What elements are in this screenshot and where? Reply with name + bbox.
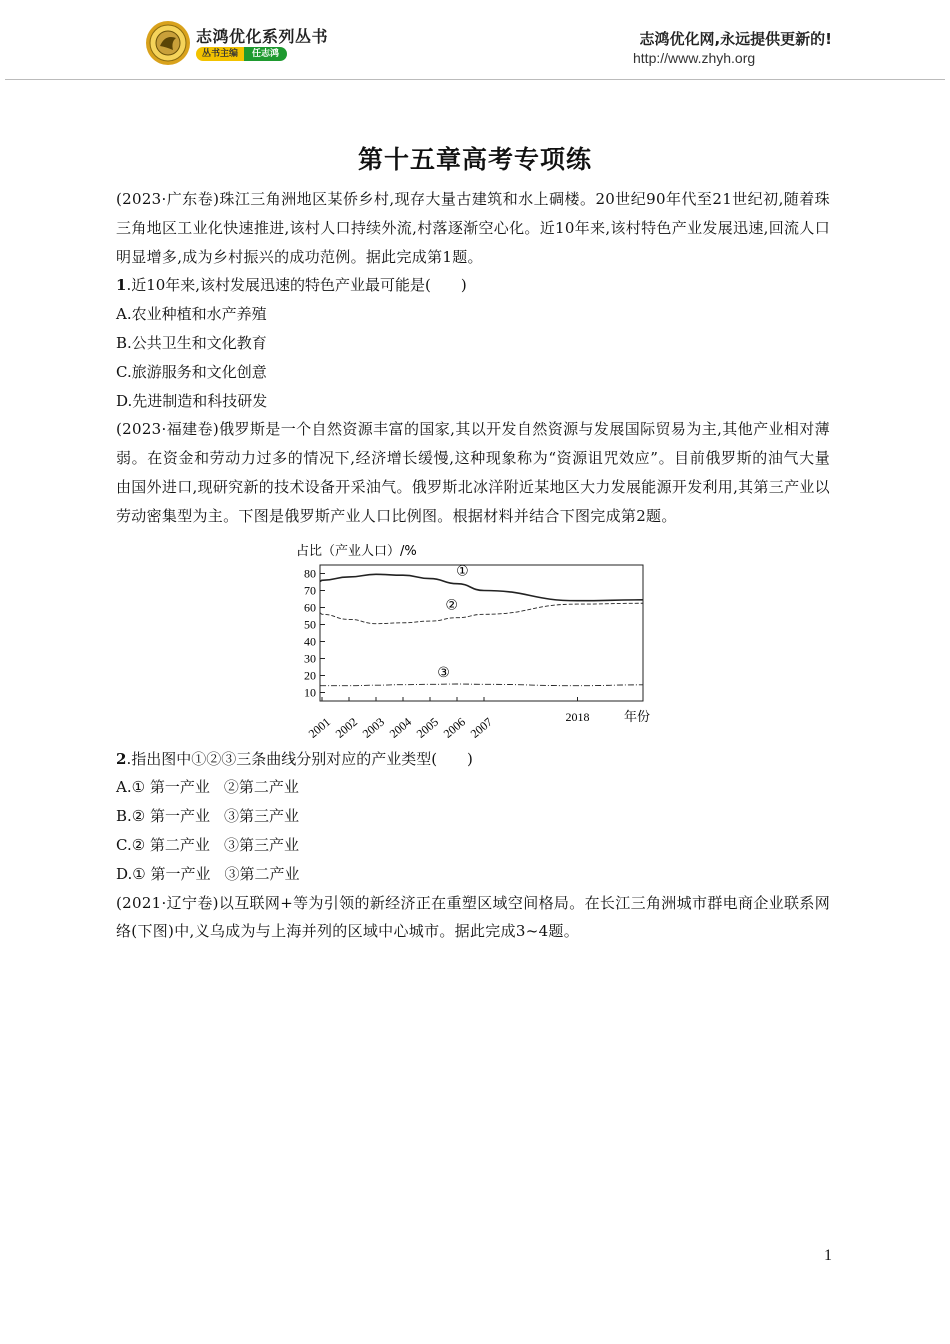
question-number: 1 [116, 276, 127, 295]
y-tick-label: 50 [304, 617, 316, 632]
y-tick-label: 30 [304, 651, 316, 666]
y-tick-label: 40 [304, 634, 316, 649]
passage-3: (2021·辽宁卷)以互联网+等为引领的新经济正在重塑区域空间格局。在长江三角洲城市群电商企业联系网络(下图)中,义乌成为与上海并列的区域中心城市。据此完成3~4题。 [116, 893, 830, 941]
y-tick-label: 60 [304, 600, 316, 615]
series-line [320, 684, 643, 686]
y-tick-label: 70 [304, 583, 316, 598]
x-axis-label: 年份 [624, 709, 651, 725]
y-tick-label: 20 [304, 668, 316, 683]
option-part: B.② 第一产业 [116, 807, 211, 826]
x-tick-label: 2007 [467, 714, 496, 741]
option-part: C.② 第二产业 [116, 835, 210, 854]
editor-badge-label: 丛书主编 [196, 47, 244, 61]
y-axis-ticks [304, 566, 325, 699]
series-label: ② [445, 597, 458, 614]
x-tick-label: 2003 [359, 714, 388, 741]
y-tick-label: 10 [304, 685, 316, 700]
emblem-icon [145, 20, 191, 66]
question-stem: .近10年来,该村发展迅速的特色产业最可能是( ) [126, 276, 467, 295]
question-number: 2 [116, 749, 127, 768]
option-a: A.农业种植和水产养殖 [116, 305, 267, 324]
page-header [0, 0, 950, 80]
series-line [320, 574, 643, 600]
y-tick-label: 80 [304, 566, 316, 581]
option-d: D.先进制造和科技研发 [116, 391, 268, 410]
series-lines [320, 563, 643, 685]
series-label: ③ [437, 664, 450, 681]
page-number: 1 [824, 1247, 832, 1264]
option-d [116, 860, 830, 889]
site-slogan: 志鸿优化网,永远提供更新的! [639, 30, 832, 48]
option-part: ②第二产业 [223, 778, 299, 797]
passage-1: (2023·广东卷)珠江三角洲地区某侨乡村,现存大量古建筑和水上碉楼。20世纪90年代至21世纪初,随着珠三角地区工业化快速推进,该村人口持续外流,村落逐渐空心化。近10年来,该村特色产业发展迅速,回流人口明显增多,成为乡村振兴的成功范例。据此完成第1题。 [116, 190, 830, 266]
header-divider [5, 79, 945, 80]
option-b [116, 802, 830, 831]
x-tick-label: 2005 [413, 714, 442, 741]
x-tick-label: 2004 [386, 714, 415, 741]
x-axis-ticks [306, 697, 590, 741]
page-title: 第十五章高考专项练 [357, 145, 592, 174]
document-body [116, 185, 830, 946]
editor-badge [196, 47, 287, 61]
option-part: ③第三产业 [223, 835, 299, 854]
option-a [116, 773, 830, 802]
option-part: A.① 第一产业 [116, 778, 210, 797]
option-part: ③第二产业 [224, 864, 300, 883]
y-axis-label: 占比（产业人口）/% [296, 543, 417, 559]
industry-population-chart [116, 537, 830, 745]
line-chart [286, 537, 656, 745]
option-b: B.公共卫生和文化教育 [116, 333, 267, 352]
x-tick-label: 2002 [332, 714, 361, 741]
option-c: C.旅游服务和文化创意 [116, 362, 267, 381]
option-part: ③第三产业 [224, 807, 300, 826]
question-stem: .指出图中①②③三条曲线分别对应的产业类型( ) [126, 749, 473, 768]
series-line [320, 603, 643, 623]
editor-badge-name: 任志鸿 [244, 47, 287, 61]
site-url-link[interactable]: http://www.zhyh.org [633, 50, 756, 66]
question-2 [116, 745, 830, 774]
option-part: D.① 第一产业 [116, 864, 211, 883]
x-tick-label: 2018 [565, 709, 590, 724]
x-tick-label: 2006 [440, 714, 469, 741]
plot-frame [320, 565, 643, 701]
option-c [116, 831, 830, 860]
series-label: ① [456, 563, 469, 580]
question-1 [116, 271, 830, 300]
brand-title: 志鸿优化系列丛书 [196, 27, 329, 46]
x-tick-label: 2001 [305, 714, 334, 741]
passage-2: (2023·福建卷)俄罗斯是一个自然资源丰富的国家,其以开发自然资源与发展国际贸易为主,其他产业相对薄弱。在资金和劳动力过多的情况下,经济增长缓慢,这种现象称为“资源诅咒效应”。目前俄罗斯的油气大量由国外进口,现研究新的技术设备开采油气。俄罗斯北冰洋附近某地区大力发展能源开发利用,其第三产业以劳动密集型为主。下图是俄罗斯产业人口比例图。根据材料并结合下图完成第2题。 [116, 420, 830, 525]
